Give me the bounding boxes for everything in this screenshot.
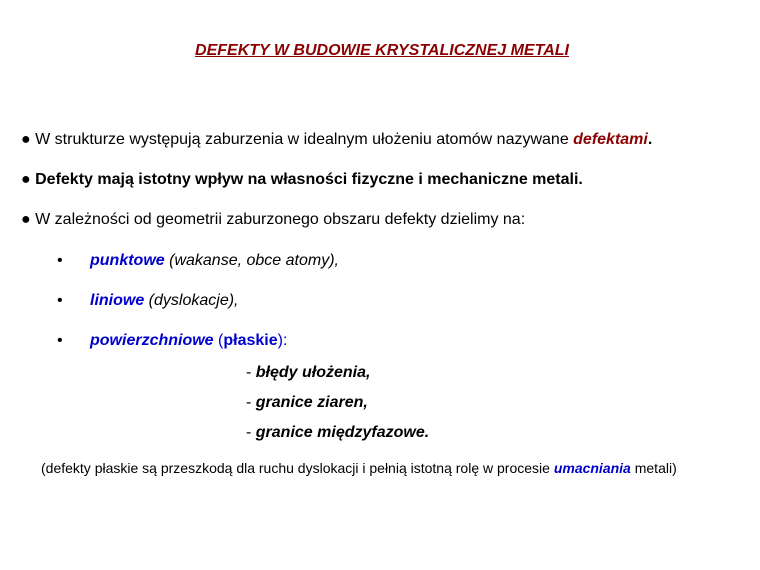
bullet-text: W zależności od geometrii zaburzonego obszaru defekty dzielimy na: <box>35 211 526 228</box>
page-title: DEFEKTY W BUDOWIE KRYSTALICZNEJ METALI <box>195 42 569 59</box>
footnote <box>41 458 677 478</box>
bullet-marker: ● <box>21 211 31 228</box>
defect-type-detail: (wakanse, obce atomy), <box>164 252 339 269</box>
subtype-text: granice ziaren, <box>255 394 368 411</box>
bullet-marker: ● <box>21 131 31 148</box>
defect-type-linear <box>90 291 238 311</box>
subtype-text: błędy ułożenia, <box>255 364 371 381</box>
surface-subtype-item <box>246 423 429 443</box>
list-marker: • <box>57 292 63 309</box>
list-marker: • <box>57 332 63 349</box>
surface-subtype-item <box>246 363 370 383</box>
bullet-text: W strukturze występują zaburzenia w idealnym ułożeniu atomów nazywane <box>35 131 574 148</box>
subtype-dash: - <box>246 364 256 381</box>
defect-type-detail: (dyslokacje), <box>144 292 239 309</box>
subtype-dash: - <box>246 424 256 441</box>
defect-type-surface <box>90 331 287 351</box>
bullet-defects-classification <box>21 210 525 230</box>
subtype-dash: - <box>246 394 256 411</box>
defect-type-point <box>90 251 339 271</box>
defect-type-name-alt: płaskie <box>223 332 278 349</box>
surface-subtype-item <box>246 393 368 413</box>
list-marker: • <box>57 252 63 269</box>
defect-type-name: punktowe <box>90 252 165 269</box>
bullet-marker: ● <box>21 171 31 188</box>
defect-type-name: liniowe <box>90 292 145 309</box>
paren-open: ( <box>213 332 224 349</box>
bullet-text-end: . <box>647 131 653 148</box>
defect-type-name: powierzchniowe <box>90 332 214 349</box>
paren-close: ): <box>277 332 288 349</box>
emphasis-defektami: defektami <box>573 131 648 148</box>
subtype-text: granice międzyfazowe. <box>255 424 430 441</box>
bullet-defects-influence <box>21 170 583 190</box>
footnote-text-end: metali) <box>630 460 677 476</box>
footnote-text: (defekty płaskie są przeszkodą dla ruchu dyslokacji i pełnią istotną rolę w procesie <box>41 460 554 476</box>
emphasis-umacniania: umacniania <box>553 460 631 476</box>
bullet-text: Defekty mają istotny wpływ na własności fizyczne i mechaniczne metali. <box>35 171 583 188</box>
bullet-defects-definition <box>21 130 652 150</box>
